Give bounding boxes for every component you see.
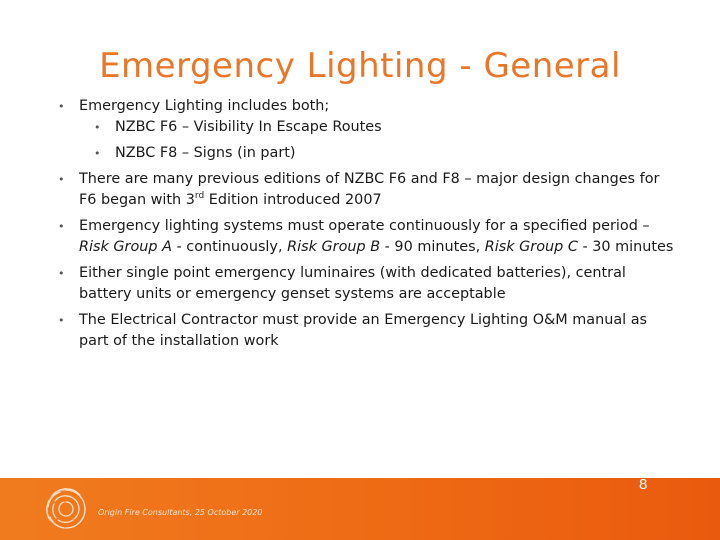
superscript: rd	[194, 191, 205, 201]
text-span: - 30 minutes	[577, 239, 674, 255]
footer-text: Origin Fire Consultants, 25 October 2020	[98, 508, 263, 517]
bullet-text-line: Either single point emergency luminaires (with dedicated batteries), central	[79, 265, 626, 281]
bullet-text-line	[79, 237, 688, 258]
sub-bullet-item	[58, 143, 688, 164]
bullet-icon: •	[58, 314, 65, 327]
bullet-icon: •	[58, 100, 65, 113]
risk-group-b: Risk Group B	[287, 239, 381, 255]
text-span: F6 began with 3	[79, 192, 195, 208]
bullet-icon: •	[58, 220, 65, 233]
bullet-item	[58, 263, 688, 305]
slide-number	[636, 476, 656, 496]
bullet-item	[58, 96, 688, 117]
risk-group-c: Risk Group C	[484, 239, 578, 255]
bullet-text-line: battery units or emergency genset systems are acceptable	[79, 286, 506, 302]
risk-group-a: Risk Group A	[79, 239, 172, 255]
bullet-item	[58, 216, 688, 258]
bullet-text-line	[79, 190, 688, 211]
text-span: - continuously,	[171, 239, 288, 255]
slide-title: Emergency Lighting - General	[99, 46, 621, 86]
sub-bullet-item	[58, 117, 688, 138]
bullet-text: NZBC F8 – Signs (in part)	[115, 145, 296, 161]
bullet-list	[58, 96, 688, 352]
bullet-text: Emergency Lighting includes both;	[79, 98, 330, 114]
bullet-icon: •	[94, 121, 101, 134]
bullet-text-line: There are many previous editions of NZBC F6 and F8 – major design changes for	[79, 171, 660, 187]
bullet-text-line: part of the installation work	[79, 333, 279, 349]
bullet-icon: •	[58, 173, 65, 186]
bullet-item	[58, 169, 688, 211]
bullet-item	[58, 310, 688, 352]
origin-logo-icon	[44, 487, 88, 531]
text-span: Edition introduced 2007	[204, 192, 382, 208]
bullet-icon: •	[58, 267, 65, 280]
bullet-icon: •	[94, 147, 101, 160]
bullet-text-line: Emergency lighting systems must operate continuously for a specified period –	[79, 218, 650, 234]
bullet-text: NZBC F6 – Visibility In Escape Routes	[115, 119, 382, 135]
text-span: - 90 minutes,	[380, 239, 485, 255]
slide-number-label: 8	[639, 476, 648, 493]
bullet-text-line: The Electrical Contractor must provide an Emergency Lighting O&M manual as	[79, 312, 648, 328]
